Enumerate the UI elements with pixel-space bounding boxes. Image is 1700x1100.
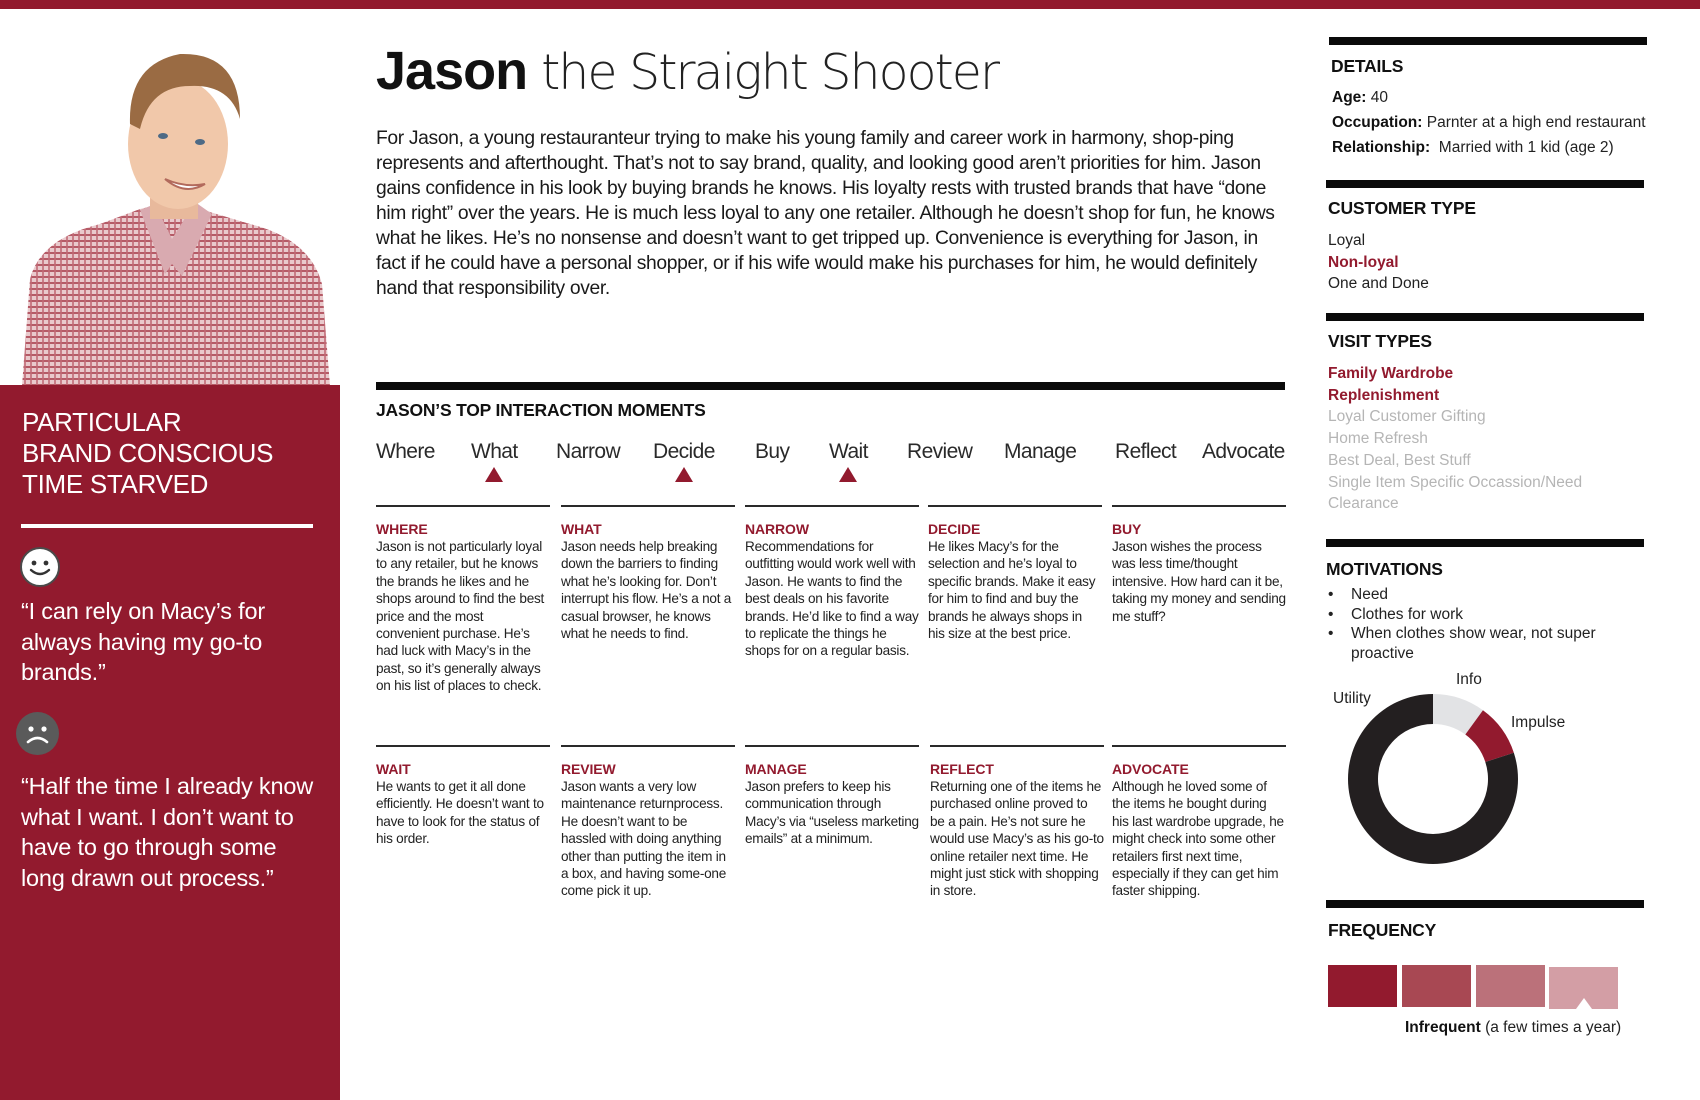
card-rule: [376, 505, 550, 507]
card-text: Jason prefers to keep his communication through Macy’s via “useless marketing emails” at a minimum.: [745, 779, 919, 847]
card-label: DECIDE: [928, 521, 981, 537]
card-text: Jason needs help breaking down the barriers to finding what he’s looking for. Don’t interrupt his flow. He’s a not a casual browser, he knows what he needs to find.: [561, 539, 732, 642]
customer-type-heading: CUSTOMER TYPE: [1328, 198, 1476, 218]
trait: TIME STARVED: [22, 469, 209, 499]
page-title: [376, 38, 998, 106]
card-label: NARROW: [745, 521, 809, 537]
donut-svg: [1328, 666, 1628, 896]
customer-type-option-selected: Non-loyal: [1328, 253, 1399, 271]
visit-type: Single Item Specific Occassion/Need: [1328, 473, 1583, 491]
card-label: MANAGE: [745, 761, 807, 777]
stage-label: Reflect: [1115, 440, 1177, 463]
card-label: WHAT: [561, 521, 602, 537]
section-rule: [1326, 900, 1644, 908]
section-rule: [1326, 539, 1644, 547]
section-rule: [376, 382, 1285, 390]
moment-card-advocate: [1112, 745, 1286, 900]
section-rule: [1326, 313, 1644, 321]
card-label: WAIT: [376, 761, 411, 777]
stage-label: Review: [907, 440, 973, 463]
visit-types-list: [1328, 363, 1582, 515]
persona-name: Jason: [376, 41, 528, 101]
frequency-level-4-selected: [1549, 967, 1618, 1009]
moment-card-narrow: [745, 505, 919, 660]
frequency-label: Infrequent (a few times a year): [1405, 1019, 1622, 1036]
frequency-level-3: [1476, 965, 1545, 1007]
moment-card-manage: [745, 745, 919, 848]
frequency-level-1: [1328, 965, 1397, 1007]
top-accent-bar: [0, 0, 1700, 9]
detail-occupation: Occupation: Parnter at a high end restaurant: [1332, 114, 1646, 131]
donut-label-utility: Utility: [1333, 690, 1371, 707]
moment-card-what: [561, 505, 735, 642]
persona-photo: [0, 24, 340, 386]
card-rule: [930, 745, 1104, 747]
donut-label-impulse: Impulse: [1511, 714, 1566, 731]
stage-label: Narrow: [556, 440, 621, 463]
card-rule: [1112, 745, 1286, 747]
stage-narrow: [556, 440, 620, 464]
card-rule: [561, 745, 735, 747]
card-rule: [561, 505, 735, 507]
card-text: Jason wants a very low maintenance returnprocess. He doesn’t want to be hassled with doing anything other than putting the item in a box, and having some-one come pick it up.: [561, 779, 727, 899]
stage-label: Buy: [755, 440, 790, 463]
visit-type: Clearance: [1328, 495, 1399, 513]
card-rule: [1112, 505, 1286, 507]
divider: [21, 524, 313, 528]
trait: BRAND CONSCIOUS: [22, 438, 274, 468]
motivation-item: • Clothes for work: [1328, 605, 1618, 625]
card-text: He wants to get it all done efficiently. He doesn’t want to have to look for the status of his order.: [376, 779, 544, 847]
card-text: Although he loved some of the items he bought during his last wardrobe upgrade, he might check into some other retailers first next time, especially if they can get him faster shipping.: [1112, 779, 1284, 899]
journey-stage-row: [376, 440, 1288, 490]
card-label: BUY: [1112, 521, 1142, 537]
highlight-triangle-icon: [485, 467, 503, 482]
persona-subtitle: the Straight Shooter: [541, 44, 999, 101]
trait-list: [22, 407, 273, 500]
happy-face-icon: [20, 547, 60, 587]
card-text: Recommendations for outfitting would work well with Jason. He wants to find the best deals on his favorite brands. He’d like to find a way to replicate the things he shops for on a regular basis.: [745, 539, 919, 659]
visit-type-selected: Replenishment: [1328, 386, 1440, 404]
stage-review: [907, 440, 972, 464]
moment-card-review: [561, 745, 735, 900]
stage-label: Decide: [653, 440, 715, 463]
moment-card-where: [376, 505, 550, 695]
visit-type: Loyal Customer Gifting: [1328, 408, 1486, 426]
positive-quote: “I can rely on Macy’s for always having my go-to brands.”: [21, 598, 266, 685]
card-rule: [745, 745, 919, 747]
visit-types-heading: VISIT TYPES: [1328, 331, 1432, 351]
moments-heading: JASON’S TOP INTERACTION MOMENTS: [376, 400, 706, 420]
moment-card-reflect: [930, 745, 1104, 900]
detail-relationship: Relationship: Married with 1 kid (age 2): [1332, 139, 1614, 156]
detail-age: Age: 40: [1332, 89, 1389, 106]
stage-label: Where: [376, 440, 435, 463]
section-rule: [1326, 180, 1644, 188]
stage-where: [376, 440, 435, 464]
persona-bio: For Jason, a young restauranteur trying to make his young family and career work in harmony, shop-ping represents and afterthought. That’s not to say brand, quality, and looking good aren’t priorities for him. Jason gains confidence in his look by buying brands he knows. His loyalty rests with trusted brands that have “done him right” over the years. He is much less loyal to any one retailer. Although he doesn’t shop for fun, he knows what he likes. He’s no nonsense and doesn’t want to get tripped up. Convenience is everything for Jason, in fact if he could have a personal shopper, or if his wife would make his purchases for him, he would definitely hand that responsibility over.: [376, 128, 1275, 299]
motivation-donut-chart: [1328, 666, 1628, 896]
visit-type-selected: Family Wardrobe: [1328, 365, 1454, 382]
stage-buy: [755, 440, 789, 464]
details-heading: DETAILS: [1331, 56, 1404, 76]
stage-label: Manage: [1004, 440, 1077, 463]
motivation-item: • When clothes show wear, not super proactive: [1328, 624, 1618, 663]
highlight-triangle-icon: [839, 467, 857, 482]
card-text: Returning one of the items he purchased online proved to be a pain. He’s not sure he would use Macy’s as his go-to online retailer next time. He might just stick with shopping in store.: [930, 779, 1104, 899]
card-label: REVIEW: [561, 761, 616, 777]
card-rule: [376, 745, 550, 747]
section-rule: [1329, 37, 1647, 45]
moment-card-decide: [928, 505, 1102, 642]
stage-wait: [829, 440, 868, 464]
stage-decide: [653, 440, 715, 464]
card-text: He likes Macy’s for the selection and he’s loyal to specific brands. Make it easy for him to find and buy the brands he always shops in his size at the best price.: [928, 539, 1096, 642]
donut-label-info: Info: [1456, 671, 1482, 688]
card-rule: [928, 505, 1102, 507]
motivations-list: [1328, 585, 1618, 663]
persona-summary-panel: [0, 385, 340, 1100]
moment-card-wait: [376, 745, 550, 848]
stage-reflect: [1115, 440, 1176, 464]
visit-type: Best Deal, Best Stuff: [1328, 451, 1471, 469]
card-text: Jason is not particularly loyal to any retailer, but he knows the brands he likes and he shops around to find the best price and the most convenient purchase. He’s had luck with Macy’s in the past, so it’s generally always on his list of places to check.: [376, 539, 545, 694]
frequency-pointer-icon: [1576, 998, 1592, 1009]
card-label: REFLECT: [930, 761, 994, 777]
details-list: [1332, 85, 1646, 160]
card-label: ADVOCATE: [1112, 761, 1189, 777]
card-rule: [745, 505, 919, 507]
trait: PARTICULAR: [22, 407, 182, 437]
stage-advocate: [1202, 440, 1285, 464]
stage-label: Advocate: [1202, 440, 1285, 463]
sad-face-icon: [16, 712, 59, 755]
stage-manage: [1004, 440, 1076, 464]
moment-card-buy: [1112, 505, 1286, 625]
motivations-heading: MOTIVATIONS: [1326, 559, 1443, 579]
stage-what: [471, 440, 518, 464]
card-label: WHERE: [376, 521, 428, 537]
stage-label: What: [471, 440, 518, 463]
card-text: Jason wishes the process was less time/thought intensive. How hard can it be, taking my money and sending me stuff?: [1112, 539, 1286, 624]
customer-type-option: Loyal: [1328, 232, 1366, 249]
visit-type: Home Refresh: [1328, 430, 1428, 448]
motivation-item: • Need: [1328, 585, 1618, 605]
highlight-triangle-icon: [675, 467, 693, 482]
frequency-heading: FREQUENCY: [1328, 920, 1437, 940]
frequency-level-2: [1402, 965, 1471, 1007]
customer-type-option: One and Done: [1328, 275, 1429, 293]
negative-quote: “Half the time I already know what I want. I don’t want to have to go through some long drawn out process.”: [21, 773, 313, 891]
stage-label: Wait: [829, 440, 868, 463]
customer-type-list: [1328, 230, 1429, 295]
